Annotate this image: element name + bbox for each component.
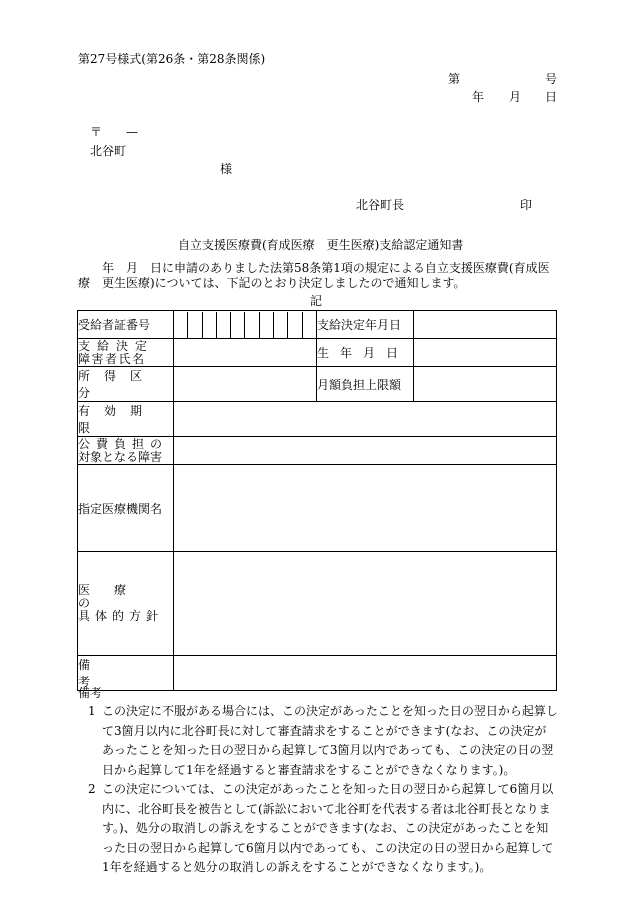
date-day-label: 日 [545,90,558,104]
recipient-name-value [174,339,317,367]
income-class-label: 所得区分 [78,367,174,402]
valid-period-label: 有効期限 [78,402,174,437]
address-town: 北谷町 [90,144,127,158]
date-month-label: 月 [509,90,522,104]
income-class-value [174,367,317,402]
treatment-policy-label: 医療の 具体的方針 [78,552,174,656]
note-item: 1 この決定に不服がある場合には、この決定があったことを知った日の翌日から起算して3箇月以内に北谷町長に対して審査請求をすることができます(なお、この決定があったことを知った日の翌日から起算して3箇月以内であっても、この決定の日の翌日から起算して1年を経過すると審査請求をすることができなくなります。)。 [88,704,558,777]
note-item: 2 この決定については、この決定があったことを知った日の翌日から起算して6箇月以内に、北谷町長を被告として(訴訟において北谷町を代表する者は北谷町長となります。)、処分の取消しの訴えをすることができます(なお、この決定があったことを知った日の翌日から起算して6箇月以内であっても、この決定の日の翌日から起算して1年を経過すると処分の取消しの訴えをすることができなくなります。)。 [88,782,554,874]
recipient-number-label: 受給者証番号 [78,311,174,339]
document-number-prefix: 第 [448,72,461,86]
table-row [78,311,557,339]
date-year-label: 年 [472,90,485,104]
issuer-name: 北谷町長 [356,198,405,212]
valid-period-value [174,402,557,437]
birth-date-label: 生年月日 [317,339,414,367]
table-row [78,367,557,402]
monthly-limit-label: 月額負担上限額 [317,367,414,402]
seal-mark: 印 [520,198,533,212]
recipient-name-label: 支給決定 障害者氏名 [78,339,174,367]
decision-date-value [414,311,557,339]
certification-table [77,310,557,691]
form-number-title: 第27号様式(第26条・第28条関係) [78,52,266,66]
medical-institution-value [174,465,557,552]
document-number-suffix: 号 [545,72,558,86]
target-disability-label: 公費負担の 対象となる障害 [78,437,174,465]
table-row [78,402,557,437]
birth-date-value [414,339,557,367]
ki-heading: 記 [310,294,323,308]
recipient-number-boxes [174,311,317,339]
decision-date-label: 支給決定年月日 [317,311,414,339]
monthly-limit-value [414,367,557,402]
table-row [78,552,557,656]
medical-institution-label: 指定医療機関名 [78,465,174,552]
table-row [78,437,557,465]
table-row [78,339,557,367]
target-disability-value [174,437,557,465]
notice-body-text: 年 月 日に申請のありました法第58条第1項の規定による自立支援医療費(育成医療 更生医療)については、下記のとおり決定しましたので通知します。 [78,261,550,290]
notes-heading: 備考 [78,686,103,700]
remarks-label: 備考 [78,656,174,691]
table-row [78,465,557,552]
treatment-policy-value [174,552,557,656]
postal-code-field: 〒 — [90,125,139,139]
remarks-value [174,656,557,691]
document-title: 自立支援医療費(育成医療 更生医療)支給認定通知書 [178,238,464,252]
addressee-honorific: 様 [220,162,233,176]
table-row [78,656,557,691]
